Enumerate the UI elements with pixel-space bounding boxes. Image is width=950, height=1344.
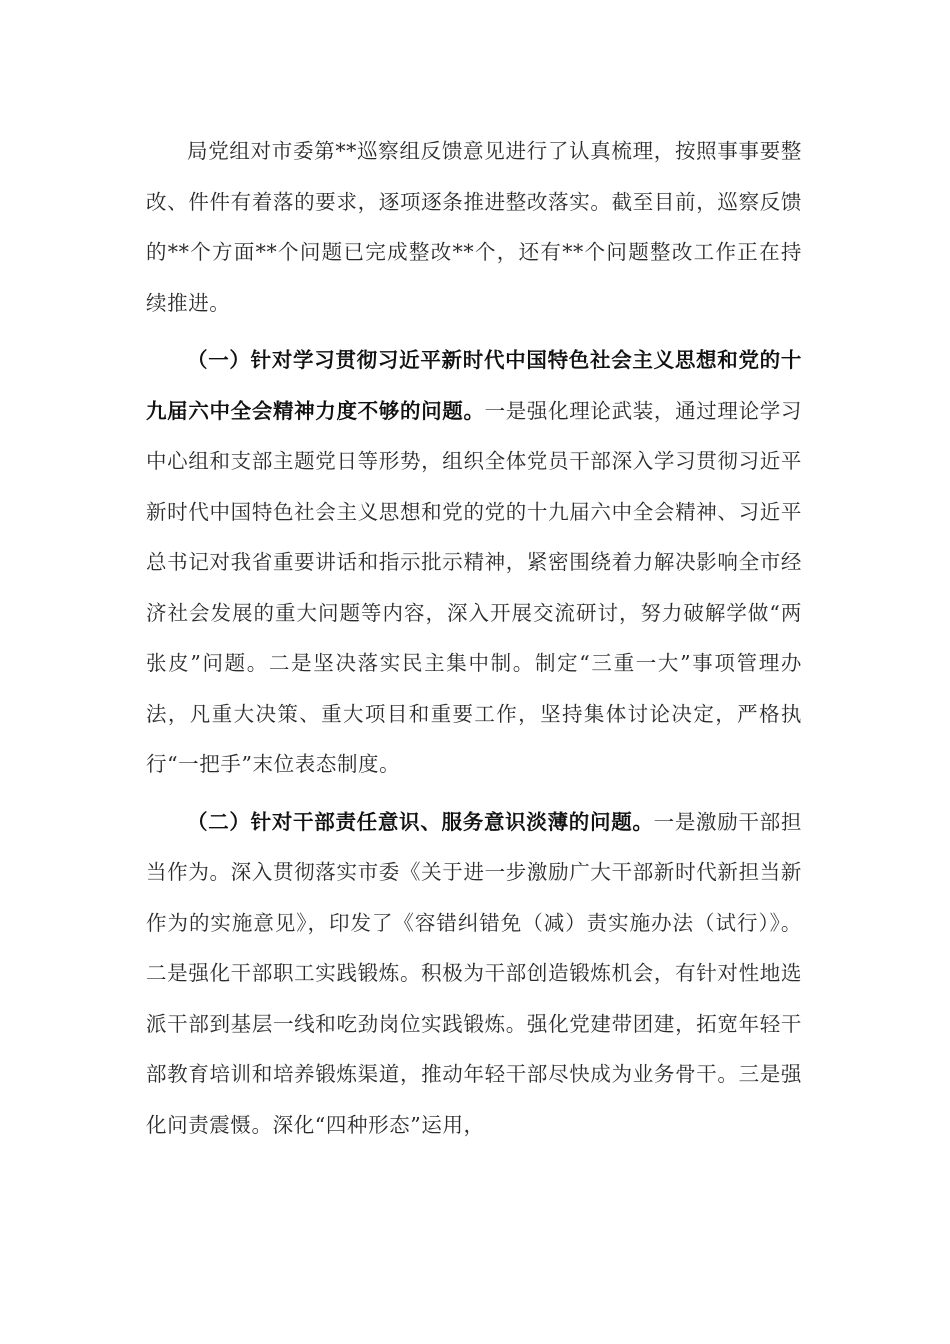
- section-1-heading: （一）针对学习贯彻习近平新时代中国特色社会主义思想和党的十九届六中全会精神力度不够的问题。: [146, 348, 802, 423]
- section-2-heading: （二）针对干部责任意识、服务意识淡薄的问题。: [187, 809, 654, 834]
- section-1-body: 一是强化理论武装，通过理论学习中心组和支部主题党日等形势，组织全体党员干部深入学习贯彻习近平新时代中国特色社会主义思想和党的党的十九届六中全会精神、习近平总书记对我省重要讲话和指示批示精神，紧密围绕着力解决影响全市经济社会发展的重大问题等内容，深入开展交流研讨，努力破解学做“两张皮”问题。二是坚决落实民主集中制。制定“三重一大”事项管理办法，凡重大决策、重大项目和重要工作，坚持集体讨论决定，严格执行“一把手”末位表态制度。: [146, 398, 802, 776]
- intro-paragraph-text: 局党组对市委第**巡察组反馈意见进行了认真梳理，按照事事要整改、件件有着落的要求，逐项逐条推进整改落实。截至目前，巡察反馈的**个方面**个问题已完成整改**个，还有**个问题整改工作正在持续推进。: [146, 139, 802, 315]
- section-2-paragraph: [146, 797, 802, 1151]
- intro-paragraph: [146, 126, 802, 328]
- section-1-paragraph: [146, 335, 802, 790]
- document-body: [146, 126, 802, 1150]
- section-2-body: 一是激励干部担当作为。深入贯彻落实市委《关于进一步激励广大干部新时代新担当新作为的实施意见》，印发了《容错纠错免（减）责实施办法（试行）》。二是强化干部职工实践锻炼。积极为干部创造锻炼机会，有针对性地选派干部到基层一线和吃劲岗位实践锻炼。强化党建带团建，拓宽年轻干部教育培训和培养锻炼渠道，推动年轻干部尽快成为业务骨干。三是强化问责震慑。深化“四种形态”运用，: [146, 809, 803, 1137]
